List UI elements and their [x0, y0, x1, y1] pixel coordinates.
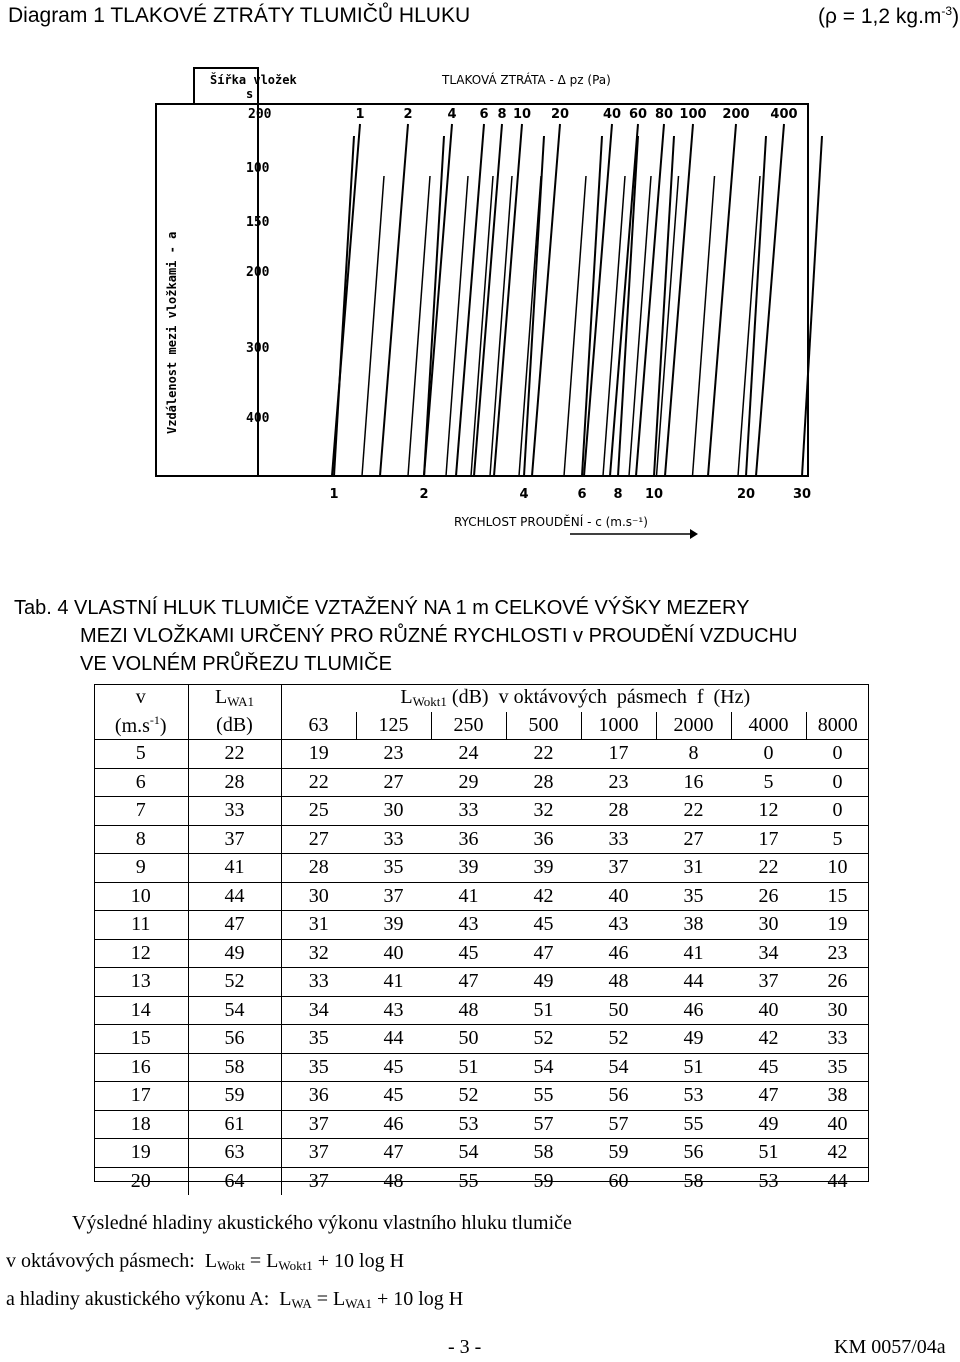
octave-cell: 27: [656, 825, 731, 854]
velocity-line: [802, 136, 822, 476]
velocity-tick-label: 8: [613, 487, 623, 502]
col-v-head: v: [135, 686, 146, 709]
octave-cell: 39: [431, 854, 506, 883]
octave-cell: 38: [806, 1082, 869, 1111]
spacing-axis-label: Vzdálenost mezi vložkami - a: [165, 231, 179, 434]
velocity-tick-label: 6: [577, 487, 587, 502]
arrow-head-icon: [690, 529, 698, 539]
octave-cell: 12: [731, 797, 806, 826]
pressure-tick-label: 4: [447, 107, 457, 122]
velocity-line: [334, 136, 354, 476]
octave-cell: 40: [356, 939, 431, 968]
octave-cell: 60: [608, 1169, 629, 1192]
octave-cell: 38: [656, 911, 731, 940]
octave-cell: 36: [431, 825, 506, 854]
octave-cell: 39: [506, 854, 581, 883]
octave-cell: 33: [581, 825, 656, 854]
table-row: [94, 1025, 869, 1054]
velocity-cell: 5: [94, 740, 188, 769]
octave-cell: 25: [281, 797, 356, 826]
octave-cell: 34: [281, 996, 356, 1025]
spacing-value: 200: [246, 265, 270, 280]
lwa-cell: 28: [188, 768, 281, 797]
velocity-axis-title: RYCHLOST PROUDĚNÍ - c (m.s⁻¹): [454, 515, 648, 529]
noise-table: [94, 684, 869, 1195]
velocity-tick-label: 4: [519, 487, 529, 502]
octave-cell: 36: [506, 825, 581, 854]
velocity-tick-label: 2: [419, 487, 429, 502]
footer-note-2: v oktávových pásmech: $L_{Wokt} = L_{Wokt1} + 10$ log H: [6, 1250, 405, 1273]
octave-cell: 17: [731, 825, 806, 854]
octave-cell: 24: [431, 740, 506, 769]
pressure-tick-label: 2: [403, 107, 413, 122]
octave-cell: 41: [656, 939, 731, 968]
octave-cell: 56: [581, 1082, 656, 1111]
octave-cell: 0: [806, 740, 869, 769]
octave-cell: 17: [581, 740, 656, 769]
velocity-cell: 12: [94, 939, 188, 968]
octave-cell: 45: [731, 1053, 806, 1082]
pressure-tick-label: 400: [770, 107, 798, 122]
lwa-cell: 49: [188, 939, 281, 968]
pressure-tick-label: 40: [602, 107, 622, 122]
octave-cell: 19: [806, 911, 869, 940]
spacing-value: 100: [246, 161, 270, 176]
velocity-cell: 15: [94, 1025, 188, 1054]
octave-cell: 57: [581, 1110, 656, 1139]
table-row: [94, 1082, 869, 1111]
width-label: Šířka vložek: [210, 73, 297, 87]
octave-cell: 35: [281, 1053, 356, 1082]
pressure-tick-label: 6: [479, 107, 489, 122]
octave-cell: 40: [806, 1110, 869, 1139]
octave-cell: 49: [506, 968, 581, 997]
lwa-cell: 52: [188, 968, 281, 997]
lwa-cell: 61: [188, 1110, 281, 1139]
octave-cell: 32: [281, 939, 356, 968]
octave-cell: 30: [356, 797, 431, 826]
density-note: (ρ = 1,2 $kg.m^{-3}$): [818, 4, 960, 28]
velocity-cell: 16: [94, 1053, 188, 1082]
octave-cell: 55: [656, 1110, 731, 1139]
lwa-cell: 54: [188, 996, 281, 1025]
octave-cell: 52: [581, 1025, 656, 1054]
table-row: [94, 768, 869, 797]
velocity-tick-label: 20: [736, 487, 756, 502]
table-row: [94, 740, 869, 769]
octave-cell: 33: [806, 1025, 869, 1054]
octave-cell: 23: [806, 939, 869, 968]
table-row: [94, 1167, 869, 1195]
table-row: [94, 911, 869, 940]
octave-cell: 45: [431, 939, 506, 968]
spacing-value: 150: [246, 215, 270, 230]
col-lwa-head: $L_{WA1}$: [188, 684, 281, 712]
velocity-cell: 19: [94, 1139, 188, 1168]
freq-4000: 4000: [731, 712, 806, 740]
lwa-cell: 44: [188, 882, 281, 911]
pressure-line: [456, 124, 484, 476]
octave-cell: 45: [506, 911, 581, 940]
freq-2000: 2000: [656, 712, 731, 740]
lwa-cell: 37: [188, 825, 281, 854]
pressure-tick-label: 60: [628, 107, 648, 122]
octave-cell: 49: [731, 1110, 806, 1139]
octave-cell: 30: [806, 996, 869, 1025]
col-okt-head: $L_{Wokt1}$ (dB) v oktávových pásmech f (Hz): [281, 684, 869, 712]
footer-note-1: Výsledné hladiny akustického výkonu vlastního hluku tlumiče: [72, 1212, 572, 1234]
octave-cell: 33: [281, 968, 356, 997]
spacing-value: 300: [246, 341, 270, 356]
table-row: [94, 825, 869, 854]
octave-cell: 43: [581, 911, 656, 940]
octave-cell: 32: [506, 797, 581, 826]
octave-cell: 33: [356, 825, 431, 854]
velocity-tick-label: 10: [644, 487, 664, 502]
lwa-cell: 58: [188, 1053, 281, 1082]
octave-cell: 51: [656, 1053, 731, 1082]
pressure-subline: [471, 176, 493, 476]
pressure-subline: [657, 176, 679, 476]
octave-cell: 37: [281, 1110, 356, 1139]
velocity-cell: 13: [94, 968, 188, 997]
velocity-line: [746, 136, 766, 476]
lwa-cell: 59: [188, 1082, 281, 1111]
octave-cell: 22: [506, 740, 581, 769]
octave-cell: 47: [431, 968, 506, 997]
col-v-unit: $(m.s^{-1})$: [94, 712, 188, 740]
octave-cell: 34: [731, 939, 806, 968]
octave-cell: 31: [656, 854, 731, 883]
octave-cell: 33: [431, 797, 506, 826]
octave-cell: 44: [656, 968, 731, 997]
freq-125: 125: [356, 712, 431, 740]
pressure-line: [584, 124, 612, 476]
pressure-line: [532, 124, 560, 476]
velocity-cell: 10: [94, 882, 188, 911]
pressure-line: [610, 124, 638, 476]
octave-cell: 28: [281, 854, 356, 883]
velocity-cell: 17: [94, 1082, 188, 1111]
octave-cell: 52: [506, 1025, 581, 1054]
table-row: [94, 968, 869, 997]
pressure-tick-label: 100: [679, 107, 707, 122]
pressure-tick-label: 1: [355, 107, 365, 122]
octave-cell: 39: [356, 911, 431, 940]
table-row: [94, 882, 869, 911]
octave-cell: 54: [506, 1053, 581, 1082]
octave-cell: 23: [581, 768, 656, 797]
octave-cell: 0: [806, 797, 869, 826]
velocity-cell: 11: [94, 911, 188, 940]
diagram-title: Diagram 1 TLAKOVÉ ZTRÁTY TLUMIČŮ HLUKU: [8, 4, 471, 27]
octave-cell: 10: [806, 854, 869, 883]
octave-cell: 8: [656, 740, 731, 769]
octave-cell: 44: [827, 1169, 848, 1192]
octave-cell: 35: [656, 882, 731, 911]
octave-cell: 41: [356, 968, 431, 997]
octave-cell: 35: [281, 1025, 356, 1054]
octave-cell: 37: [281, 1167, 356, 1195]
octave-cell: 5: [806, 825, 869, 854]
table-title-3: VE VOLNÉM PRŮŘEZU TLUMIČE: [80, 653, 392, 675]
freq-8000: 8000: [806, 712, 869, 740]
pressure-loss-nomogram: [150, 56, 830, 546]
octave-cell: 58: [683, 1169, 704, 1192]
octave-cell: 16: [656, 768, 731, 797]
lwa-cell: 64: [188, 1167, 281, 1195]
freq-250: 250: [431, 712, 506, 740]
spacing-value: 400: [246, 411, 270, 426]
octave-cell: 22: [281, 768, 356, 797]
velocity-cell: 7: [94, 797, 188, 826]
width-label-s: s: [246, 87, 254, 101]
octave-cell: 51: [431, 1053, 506, 1082]
pressure-subline: [564, 176, 586, 476]
pressure-subline: [446, 176, 468, 476]
freq-500: 500: [506, 712, 581, 740]
octave-cell: 59: [533, 1169, 554, 1192]
width-value: 200: [248, 107, 272, 122]
pressure-subline: [519, 176, 541, 476]
octave-cell: 46: [656, 996, 731, 1025]
octave-cell: 40: [581, 882, 656, 911]
velocity-cell: 9: [94, 854, 188, 883]
pressure-tick-label: 80: [654, 107, 674, 122]
octave-cell: 53: [656, 1082, 731, 1111]
octave-cell: 50: [581, 996, 656, 1025]
octave-cell: 22: [656, 797, 731, 826]
octave-cell: 37: [281, 1139, 356, 1168]
octave-cell: 55: [506, 1082, 581, 1111]
octave-cell: 59: [581, 1139, 656, 1168]
octave-cell: 54: [581, 1053, 656, 1082]
octave-cell: 28: [506, 768, 581, 797]
page-number: - 3 -: [448, 1336, 482, 1358]
octave-cell: 36: [281, 1082, 356, 1111]
octave-cell: 42: [731, 1025, 806, 1054]
velocity-line: [424, 136, 444, 476]
octave-cell: 56: [656, 1139, 731, 1168]
table-row: [94, 797, 869, 826]
octave-cell: 37: [731, 968, 806, 997]
pressure-line: [424, 124, 452, 476]
octave-cell: 42: [806, 1139, 869, 1168]
octave-cell: 48: [431, 996, 506, 1025]
octave-cell: 30: [731, 911, 806, 940]
pressure-axis-title: TLAKOVÁ ZTRÁTA - Δ pz (Pa): [442, 73, 611, 87]
octave-cell: 35: [806, 1053, 869, 1082]
octave-cell: 27: [281, 825, 356, 854]
octave-cell: 55: [458, 1169, 479, 1192]
octave-cell: 35: [356, 854, 431, 883]
table-row: [94, 1053, 869, 1082]
octave-cell: 37: [356, 882, 431, 911]
octave-cell: 31: [281, 911, 356, 940]
velocity-line: [654, 136, 674, 476]
lwa-cell: 22: [188, 740, 281, 769]
octave-cell: 22: [731, 854, 806, 883]
table-title-1: Tab. 4 VLASTNÍ HLUK TLUMIČE VZTAŽENÝ NA 1 m CELKOVÉ VÝŠKY MEZERY: [14, 597, 750, 619]
col-lwa-unit: (dB): [188, 712, 281, 740]
octave-cell: 41: [431, 882, 506, 911]
pressure-tick-label: 10: [512, 107, 532, 122]
octave-cell: 0: [731, 740, 806, 769]
octave-cell: 26: [806, 968, 869, 997]
pressure-tick-label: 20: [550, 107, 570, 122]
velocity-cell: 18: [94, 1110, 188, 1139]
table-title-2: MEZI VLOŽKAMI URČENÝ PRO RŮZNÉ RYCHLOSTI v PROUDĚNÍ VZDUCHU: [80, 625, 798, 647]
octave-cell: 43: [356, 996, 431, 1025]
velocity-cell: 20: [130, 1169, 151, 1192]
octave-cell: 19: [281, 740, 356, 769]
velocity-cell: 8: [94, 825, 188, 854]
octave-cell: 27: [356, 768, 431, 797]
table-row: [94, 1110, 869, 1139]
octave-cell: 53: [758, 1169, 779, 1192]
octave-cell: 43: [431, 911, 506, 940]
octave-cell: 58: [506, 1139, 581, 1168]
octave-cell: 45: [356, 1053, 431, 1082]
octave-cell: 29: [431, 768, 506, 797]
octave-cell: 57: [506, 1110, 581, 1139]
octave-cell: 51: [506, 996, 581, 1025]
pressure-subline: [362, 176, 384, 476]
document-code: KM 0057/04a: [834, 1336, 946, 1358]
velocity-line: [618, 136, 638, 476]
octave-cell: 46: [581, 939, 656, 968]
octave-cell: 48: [581, 968, 656, 997]
octave-cell: 44: [356, 1025, 431, 1054]
velocity-cell: 14: [94, 996, 188, 1025]
velocity-tick-label: 30: [792, 487, 812, 502]
table-row: [94, 939, 869, 968]
octave-cell: 50: [431, 1025, 506, 1054]
octave-cell: 0: [806, 768, 869, 797]
velocity-line: [524, 136, 544, 476]
table-row: [94, 1139, 869, 1168]
octave-cell: 15: [806, 882, 869, 911]
octave-cell: 26: [731, 882, 806, 911]
lwa-cell: 41: [188, 854, 281, 883]
lwa-cell: 33: [188, 797, 281, 826]
octave-cell: 37: [581, 854, 656, 883]
velocity-cell: 6: [94, 768, 188, 797]
freq-1000: 1000: [581, 712, 656, 740]
lwa-cell: 56: [188, 1025, 281, 1054]
footer-note-3: a hladiny akustického výkonu A: $L_{WA} = L_{WA1} + 10$ log H: [6, 1288, 464, 1311]
pressure-line: [708, 124, 736, 476]
octave-cell: 53: [431, 1110, 506, 1139]
pressure-tick-label: 200: [722, 107, 750, 122]
octave-cell: 47: [506, 939, 581, 968]
octave-cell: 51: [731, 1139, 806, 1168]
lwa-cell: 47: [188, 911, 281, 940]
octave-cell: 54: [431, 1139, 506, 1168]
octave-cell: 42: [506, 882, 581, 911]
table-row: [94, 996, 869, 1025]
octave-cell: 5: [731, 768, 806, 797]
octave-cell: 28: [581, 797, 656, 826]
lwa-cell: 63: [188, 1139, 281, 1168]
octave-cell: 40: [731, 996, 806, 1025]
octave-cell: 49: [656, 1025, 731, 1054]
velocity-tick-label: 1: [329, 487, 339, 502]
octave-cell: 46: [356, 1110, 431, 1139]
octave-cell: 47: [731, 1082, 806, 1111]
table-row: [94, 854, 869, 883]
freq-63: 63: [281, 712, 356, 740]
octave-cell: 45: [356, 1082, 431, 1111]
octave-cell: 47: [356, 1139, 431, 1168]
octave-cell: 23: [356, 740, 431, 769]
octave-cell: 52: [431, 1082, 506, 1111]
pressure-tick-label: 8: [497, 107, 507, 122]
octave-cell: 48: [383, 1169, 404, 1192]
octave-cell: 30: [281, 882, 356, 911]
